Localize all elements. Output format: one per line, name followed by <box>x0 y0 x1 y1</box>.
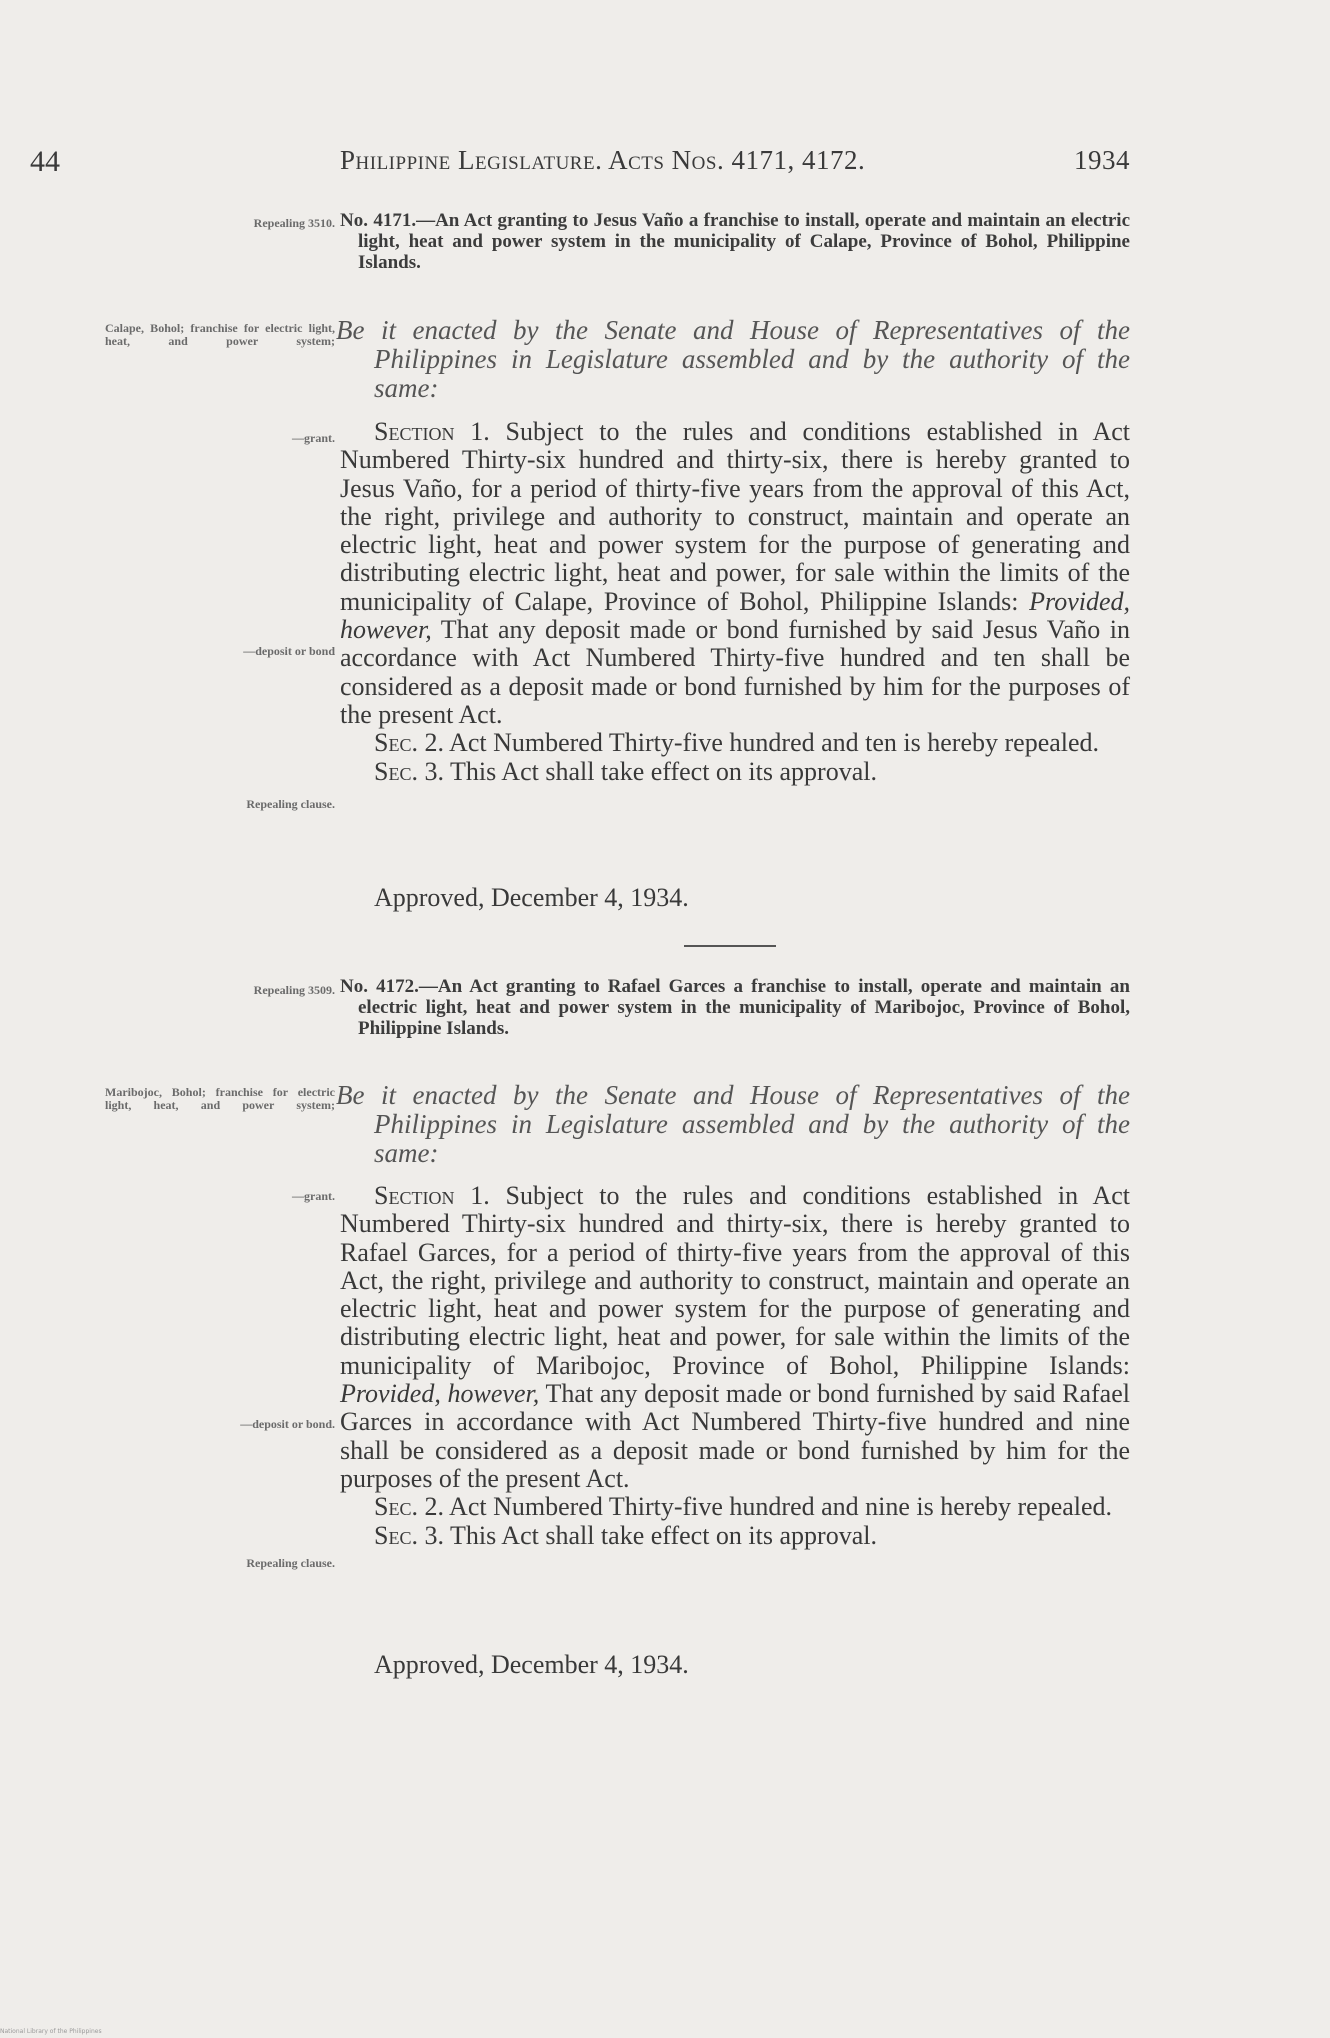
margin-note-grant: —grant. <box>292 1189 335 1203</box>
enacting-clause <box>336 316 1130 403</box>
section-text: Act Numbered Thirty-five hundred and nine is hereby repealed. <box>449 1492 1113 1522</box>
act-number: No. 4171. <box>340 210 417 231</box>
margin-note-repealing-clause: Repealing clause. <box>246 797 335 811</box>
enacting-clause <box>336 1081 1130 1168</box>
act-heading <box>340 210 1130 273</box>
enacting-clause-lead: Be it enacted by the Senate and House of Representatives <box>336 1080 1043 1110</box>
section-label: Sec. 3. <box>374 756 444 786</box>
margin-note-subject: Calape, Bohol; franchise for electric light, heat, and power system; <box>105 321 335 348</box>
margin-note-repealing: Repealing 3509. <box>253 983 335 997</box>
margin-note-deposit: —deposit or bond <box>243 644 335 658</box>
enacting-clause-rest: of the Philippines in Legislature assembled and by the authority of the same: <box>374 1080 1130 1168</box>
separator-rule <box>684 945 776 947</box>
margin-note-deposit: —deposit or bond. <box>240 1417 335 1431</box>
running-header <box>340 145 1130 176</box>
act-body <box>340 418 1130 786</box>
section-label: Section 1. <box>374 1181 490 1210</box>
margin-note-repealing: Repealing 3510. <box>253 216 335 230</box>
section-3 <box>340 1522 1130 1550</box>
act-heading <box>340 976 1130 1039</box>
act-title: —An Act granting to Jesus Vaño a franchise to install, operate and maintain an electric light, heat and power system in the municipality of Calape, Province of Bohol, Philippine Islands. <box>358 210 1130 273</box>
act-title: —An Act granting to Rafael Garces a franchise to install, operate and maintain an electric light, heat and power system in the municipality of Maribojoc, Province of Bohol, Philippine Islands. <box>358 976 1130 1039</box>
section-label: Sec. 2. <box>374 728 444 758</box>
section-2 <box>340 1493 1130 1521</box>
margin-note-grant: —grant. <box>292 431 335 445</box>
section-text: Subject to the rules and conditions established in Act Numbered Thirty-six hundred and thirty-six, there is hereby granted to Rafael Garces, for a period of thirty-five years from the approval of this Act, the right, privilege and authority to construct, maintain and operate an electric light, heat and power system for the purpose of generating and distributing electric light, heat and power, for sale within the limits of the municipality of Maribojoc, Province of Bohol, Philippine Islands: <box>340 1181 1130 1380</box>
approval-date: Approved, December 4, 1934. <box>374 1650 689 1679</box>
running-header-title: Philippine Legislature. Acts Nos. 4171, 4172. <box>340 145 866 175</box>
section-text: Subject to the rules and conditions established in Act Numbered Thirty-six hundred and thirty-six, there is hereby granted to Jesus Vaño, for a period of thirty-five years from the approval of this Act, the right, privilege and authority to construct, maintain and operate an electric light, heat and power system for the purpose of generating and distributing electric light, heat and power, for sale within the limits of the municipality of Calape, Province of Bohol, Philippine Islands: <box>340 417 1130 616</box>
section-text: This Act shall take effect on its approval. <box>450 1520 877 1550</box>
section-text: That any deposit made or bond furnished by said Jesus Vaño in accordance with Act Numbered Thirty-five hundred and ten shall be considered as a deposit made or bond furnished by him for the purposes of the present Act. <box>340 615 1130 729</box>
section-1 <box>340 418 1130 729</box>
enacting-clause-lead: Be it enacted by the Senate and House of Representatives <box>336 315 1043 345</box>
section-3 <box>340 758 1130 786</box>
margin-note-subject: Maribojoc, Bohol; franchise for electric light, heat, and power system; <box>105 1085 335 1112</box>
section-text: This Act shall take effect on its approval. <box>450 756 877 786</box>
act-body <box>340 1182 1130 1550</box>
section-text: Act Numbered Thirty-five hundred and ten is hereby repealed. <box>449 728 1100 758</box>
approval-date: Approved, December 4, 1934. <box>374 883 689 912</box>
section-1 <box>340 1182 1130 1493</box>
margin-note-repealing-clause: Repealing clause. <box>246 1556 335 1570</box>
footer-credit: National Library of the Philippines <box>0 2028 102 2035</box>
section-label: Sec. 2. <box>374 1492 444 1522</box>
section-label: Sec. 3. <box>374 1520 444 1550</box>
running-header-year: 1934 <box>1074 145 1130 175</box>
section-text: That any deposit made or bond furnished by said Rafael Garces in accordance with Act Numbered Thirty-five hundred and nine shall be considered as a deposit made or bond furnished by him for the purposes of the present Act. <box>340 1379 1130 1493</box>
section-label: Section 1. <box>374 417 490 446</box>
page-number: 44 <box>30 145 60 178</box>
enacting-clause-rest: of the Philippines in Legislature assembled and by the authority of the same: <box>374 315 1130 403</box>
proviso: Provided, however, <box>340 1379 540 1409</box>
section-2 <box>340 729 1130 757</box>
proviso: Provided, however, <box>340 586 1131 645</box>
act-number: No. 4172. <box>340 976 419 997</box>
